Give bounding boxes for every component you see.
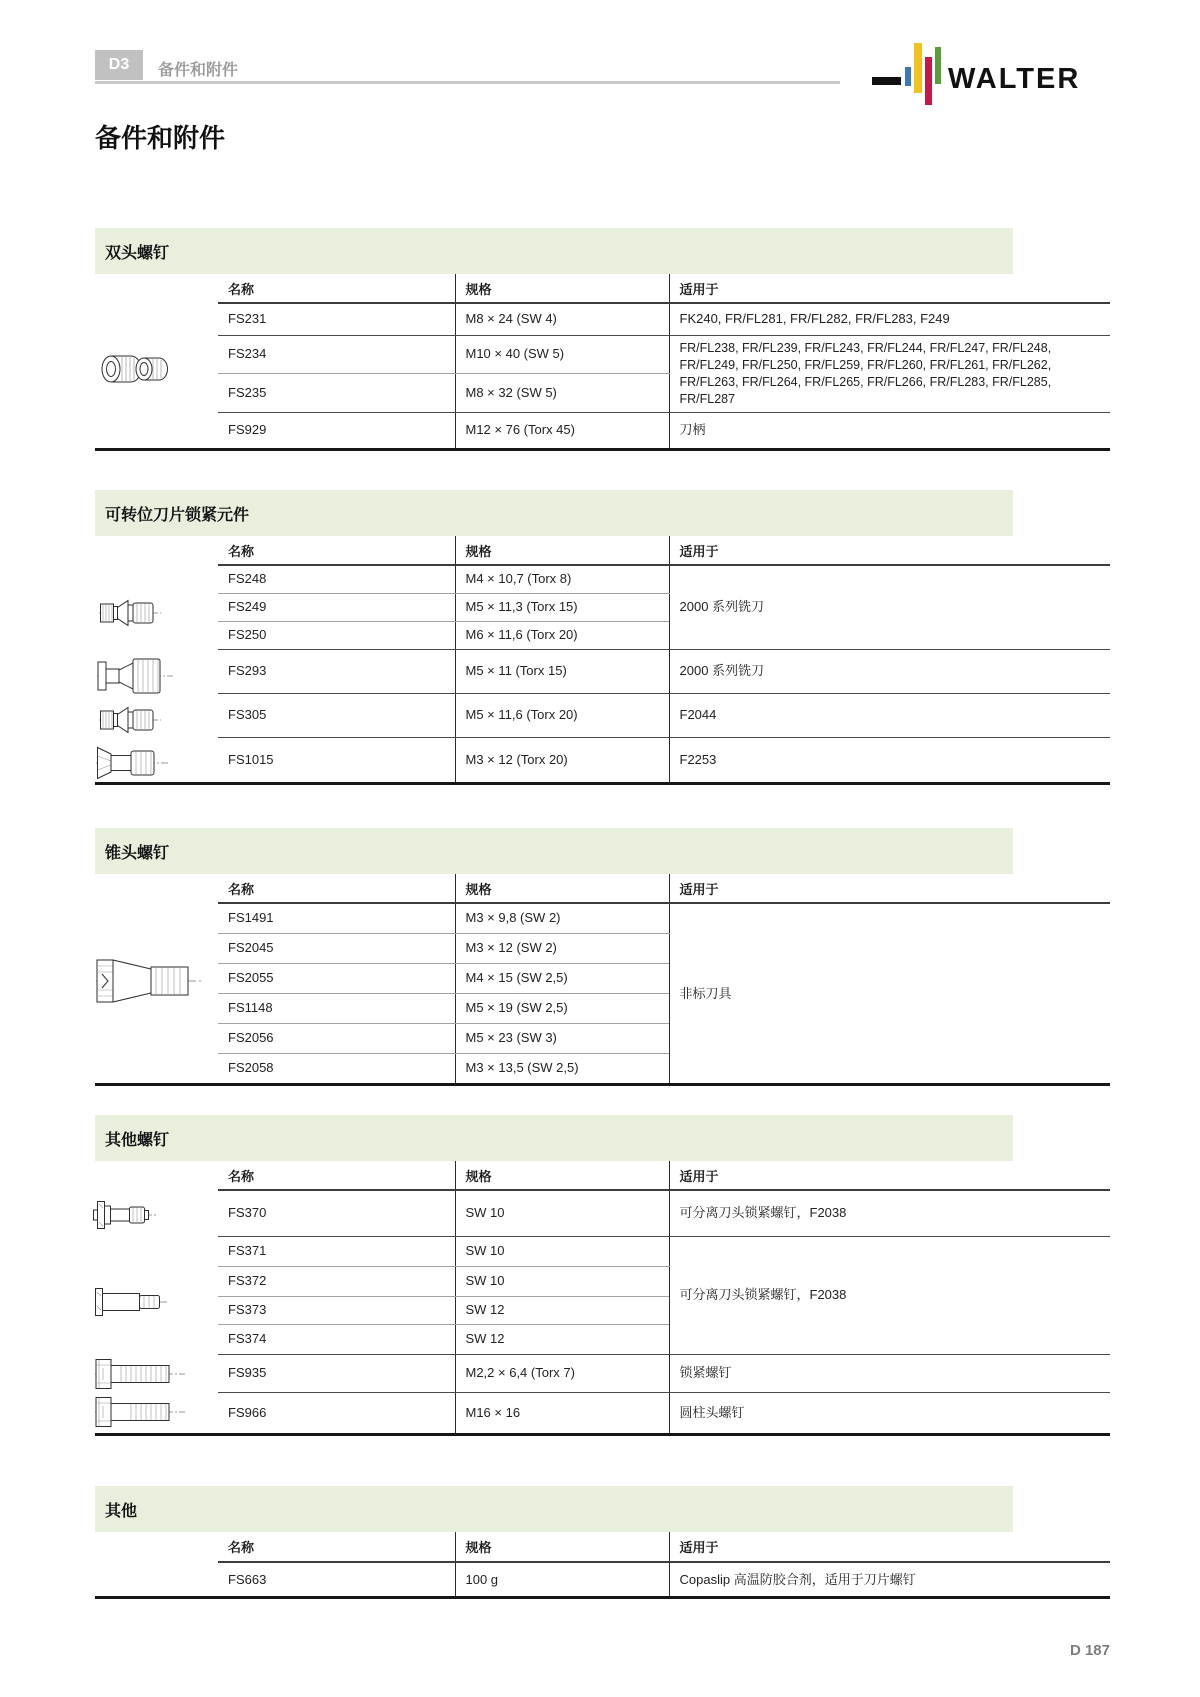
part-fits-cell: F2044 — [669, 693, 1110, 737]
part-name-cell: FS305 — [218, 693, 455, 737]
insert-screw-drawing-icon — [99, 596, 161, 630]
table-header-row — [218, 874, 1110, 903]
part-fits-cell: Copaslip 高温防胶合剂，适用于刀片螺钉 — [669, 1562, 1110, 1596]
col-header-spec: 规格 — [455, 874, 669, 903]
section-title: 锥头螺钉 — [105, 844, 170, 862]
table-bottom-rule — [95, 1433, 1110, 1436]
countersunk-screw-drawing-icon — [96, 744, 168, 782]
part-spec-cell: M3 × 9,8 (SW 2) — [455, 903, 669, 933]
col-header-fits: 适用于 — [669, 874, 1110, 903]
table-row — [218, 737, 1110, 782]
table-bottom-rule — [95, 1083, 1110, 1086]
part-spec-cell: SW 10 — [455, 1190, 669, 1236]
insert-clamping-table — [218, 536, 1110, 782]
section-other-screws — [95, 1115, 1110, 1436]
table-row — [218, 1236, 1110, 1266]
logo-blue-bar-icon — [905, 67, 911, 86]
part-spec-cell: M10 × 40 (SW 5) — [455, 335, 669, 374]
part-spec-cell: M8 × 32 (SW 5) — [455, 374, 669, 413]
part-fits-cell: 刀柄 — [669, 412, 1110, 448]
table-row — [218, 903, 1110, 933]
part-spec-cell: SW 12 — [455, 1324, 669, 1354]
logo-dash-icon — [872, 77, 901, 85]
col-header-name: 名称 — [218, 874, 455, 903]
part-spec-cell: M5 × 11,6 (Torx 20) — [455, 693, 669, 737]
chapter-badge: D3 — [95, 50, 143, 80]
part-name-cell: FS249 — [218, 593, 455, 621]
part-fits-cell: 非标刀具 — [669, 903, 1110, 1083]
walter-logo — [868, 36, 1110, 108]
part-spec-cell: SW 10 — [455, 1266, 669, 1296]
part-spec-cell: M6 × 11,6 (Torx 20) — [455, 621, 669, 649]
part-name-cell: FS250 — [218, 621, 455, 649]
col-header-name: 名称 — [218, 1532, 455, 1562]
part-spec-cell: M4 × 10,7 (Torx 8) — [455, 565, 669, 593]
part-fits-cell: 圆柱头螺钉 — [669, 1392, 1110, 1433]
logo-yellow-bar-icon — [914, 43, 922, 93]
logo-red-bar-icon — [925, 57, 932, 105]
part-spec-cell: M3 × 12 (SW 2) — [455, 933, 669, 963]
other-screws-table — [218, 1161, 1110, 1433]
section-title-band — [95, 1486, 1013, 1532]
part-spec-cell: M5 × 19 (SW 2,5) — [455, 993, 669, 1023]
table-row — [218, 565, 1110, 593]
part-spec-cell: M2,2 × 6,4 (Torx 7) — [455, 1354, 669, 1392]
part-spec-cell: M3 × 13,5 (SW 2,5) — [455, 1053, 669, 1083]
part-spec-cell: M16 × 16 — [455, 1392, 669, 1433]
flat-head-insert-screw-drawing-icon — [97, 656, 173, 696]
col-header-name: 名称 — [218, 536, 455, 565]
section-title-band — [95, 490, 1013, 536]
table-header-row — [218, 1161, 1110, 1190]
part-name-cell: FS234 — [218, 335, 455, 374]
table-row — [218, 335, 1110, 374]
part-name-cell: FS929 — [228, 422, 267, 438]
part-name-cell: FS966 — [228, 1404, 267, 1420]
col-header-spec: 规格 — [455, 1532, 669, 1562]
shank-screw-drawing-icon — [95, 1284, 167, 1320]
part-name-cell: FS2055 — [218, 963, 455, 993]
insert-screw-drawing-icon — [99, 703, 161, 737]
col-header-name: 名称 — [218, 1161, 455, 1190]
table-row — [218, 1354, 1110, 1392]
col-header-fits: 适用于 — [669, 274, 1110, 303]
col-header-name: 名称 — [218, 274, 455, 303]
part-name-cell: FS231 — [218, 303, 455, 335]
table-header-row — [218, 274, 1110, 303]
part-name-cell: FS2045 — [218, 933, 455, 963]
part-spec-cell: SW 12 — [455, 1296, 669, 1324]
part-name-cell: FS2056 — [218, 1023, 455, 1053]
table-bottom-rule — [95, 448, 1110, 451]
studs-table — [218, 274, 1110, 448]
section-studs — [95, 228, 1110, 451]
cap-screw-drawing-icon — [95, 1395, 187, 1429]
section-title-band — [95, 1115, 1013, 1161]
table-bottom-rule — [95, 782, 1110, 785]
part-name-cell: FS293 — [218, 649, 455, 693]
header-rule — [95, 81, 840, 84]
section-other — [95, 1486, 1110, 1599]
part-name-cell: FS248 — [218, 565, 455, 593]
part-fits-cell: 2000 系列铣刀 — [669, 649, 1110, 693]
table-bottom-rule — [95, 1596, 1110, 1599]
part-name-cell: FS372 — [218, 1266, 455, 1296]
chapter-label: 备件和附件 — [158, 62, 239, 79]
section-insert-clamping — [95, 490, 1110, 785]
part-name-cell: FS935 — [218, 1354, 455, 1392]
part-spec-cell: SW 10 — [455, 1236, 669, 1266]
col-header-fits: 适用于 — [669, 536, 1110, 565]
section-title: 其他螺钉 — [105, 1131, 170, 1149]
part-name-cell: FS1015 — [228, 751, 274, 767]
page-title: 备件和附件 — [95, 123, 226, 153]
part-name-cell: FS1148 — [218, 993, 455, 1023]
table-row — [218, 649, 1110, 693]
part-fits-cell: FR/FL238, FR/FL239, FR/FL243, FR/FL244, FR/FL247, FR/FL248, FR/FL249, FR/FL250, FR/FL259, FR/FL260, FR/FL261, FR/FL262, FR/FL263, FR/FL264, FR/FL265, FR/FL266, FR/FL283, FR/FL285, FR/FL287 — [669, 335, 1110, 412]
logo-green-bar-icon — [935, 47, 941, 84]
part-spec-cell: M12 × 76 (Torx 45) — [455, 412, 669, 448]
table-row — [218, 1562, 1110, 1596]
section-title: 其他 — [105, 1502, 138, 1520]
table-row — [218, 1190, 1110, 1236]
part-fits-cell: FK240, FR/FL281, FR/FL282, FR/FL283, F249 — [669, 303, 1110, 335]
part-spec-cell: M5 × 23 (SW 3) — [455, 1023, 669, 1053]
other-table — [218, 1532, 1110, 1596]
part-name-cell: FS374 — [218, 1324, 455, 1354]
page-number: D 187 — [1069, 1642, 1110, 1659]
table-header-row — [218, 536, 1110, 565]
stud-drawing-icon — [98, 348, 170, 388]
col-header-fits: 适用于 — [669, 1161, 1110, 1190]
part-name-cell: FS371 — [218, 1236, 455, 1266]
table-row — [218, 693, 1110, 737]
cap-screw-drawing-icon — [95, 1357, 187, 1391]
shoulder-screw-drawing-icon — [93, 1198, 157, 1232]
section-title-band — [95, 828, 1013, 874]
part-spec-cell: M5 × 11,3 (Torx 15) — [455, 593, 669, 621]
section-title-band — [95, 228, 1013, 274]
part-spec-cell: M5 × 11 (Torx 15) — [455, 649, 669, 693]
table-row — [218, 303, 1110, 335]
table-row — [218, 1392, 1110, 1433]
part-fits-cell: 锁紧螺钉 — [669, 1354, 1110, 1392]
cone-screw-drawing-icon — [96, 957, 206, 1005]
section-title: 双头螺钉 — [105, 244, 170, 262]
part-spec-cell: M8 × 24 (SW 4) — [455, 303, 669, 335]
part-fits-cell: 可分离刀头锁紧螺钉，F2038 — [669, 1236, 1110, 1354]
section-cone-screws — [95, 828, 1110, 1086]
cone-screws-table — [218, 874, 1110, 1083]
part-name-cell: FS373 — [218, 1296, 455, 1324]
part-name-cell: FS663 — [228, 1571, 267, 1587]
part-name-cell: FS370 — [218, 1190, 455, 1236]
part-spec-cell: M3 × 12 (Torx 20) — [455, 737, 669, 782]
part-name-cell: FS235 — [218, 374, 455, 413]
part-spec-cell: M4 × 15 (SW 2,5) — [455, 963, 669, 993]
section-title: 可转位刀片锁紧元件 — [105, 506, 250, 524]
part-fits-cell: 可分离刀头锁紧螺钉，F2038 — [669, 1190, 1110, 1236]
col-header-spec: 规格 — [455, 536, 669, 565]
col-header-fits: 适用于 — [669, 1532, 1110, 1562]
col-header-spec: 规格 — [455, 1161, 669, 1190]
part-name-cell: FS1491 — [218, 903, 455, 933]
part-fits-cell: 2000 系列铣刀 — [669, 565, 1110, 649]
part-fits-cell: F2253 — [669, 737, 1110, 782]
table-row — [218, 412, 1110, 448]
part-spec-cell: 100 g — [455, 1562, 669, 1596]
col-header-spec: 规格 — [455, 274, 669, 303]
logo-wordmark: WALTER — [948, 63, 1081, 95]
table-header-row — [218, 1532, 1110, 1562]
part-name-cell: FS2058 — [228, 1060, 274, 1076]
